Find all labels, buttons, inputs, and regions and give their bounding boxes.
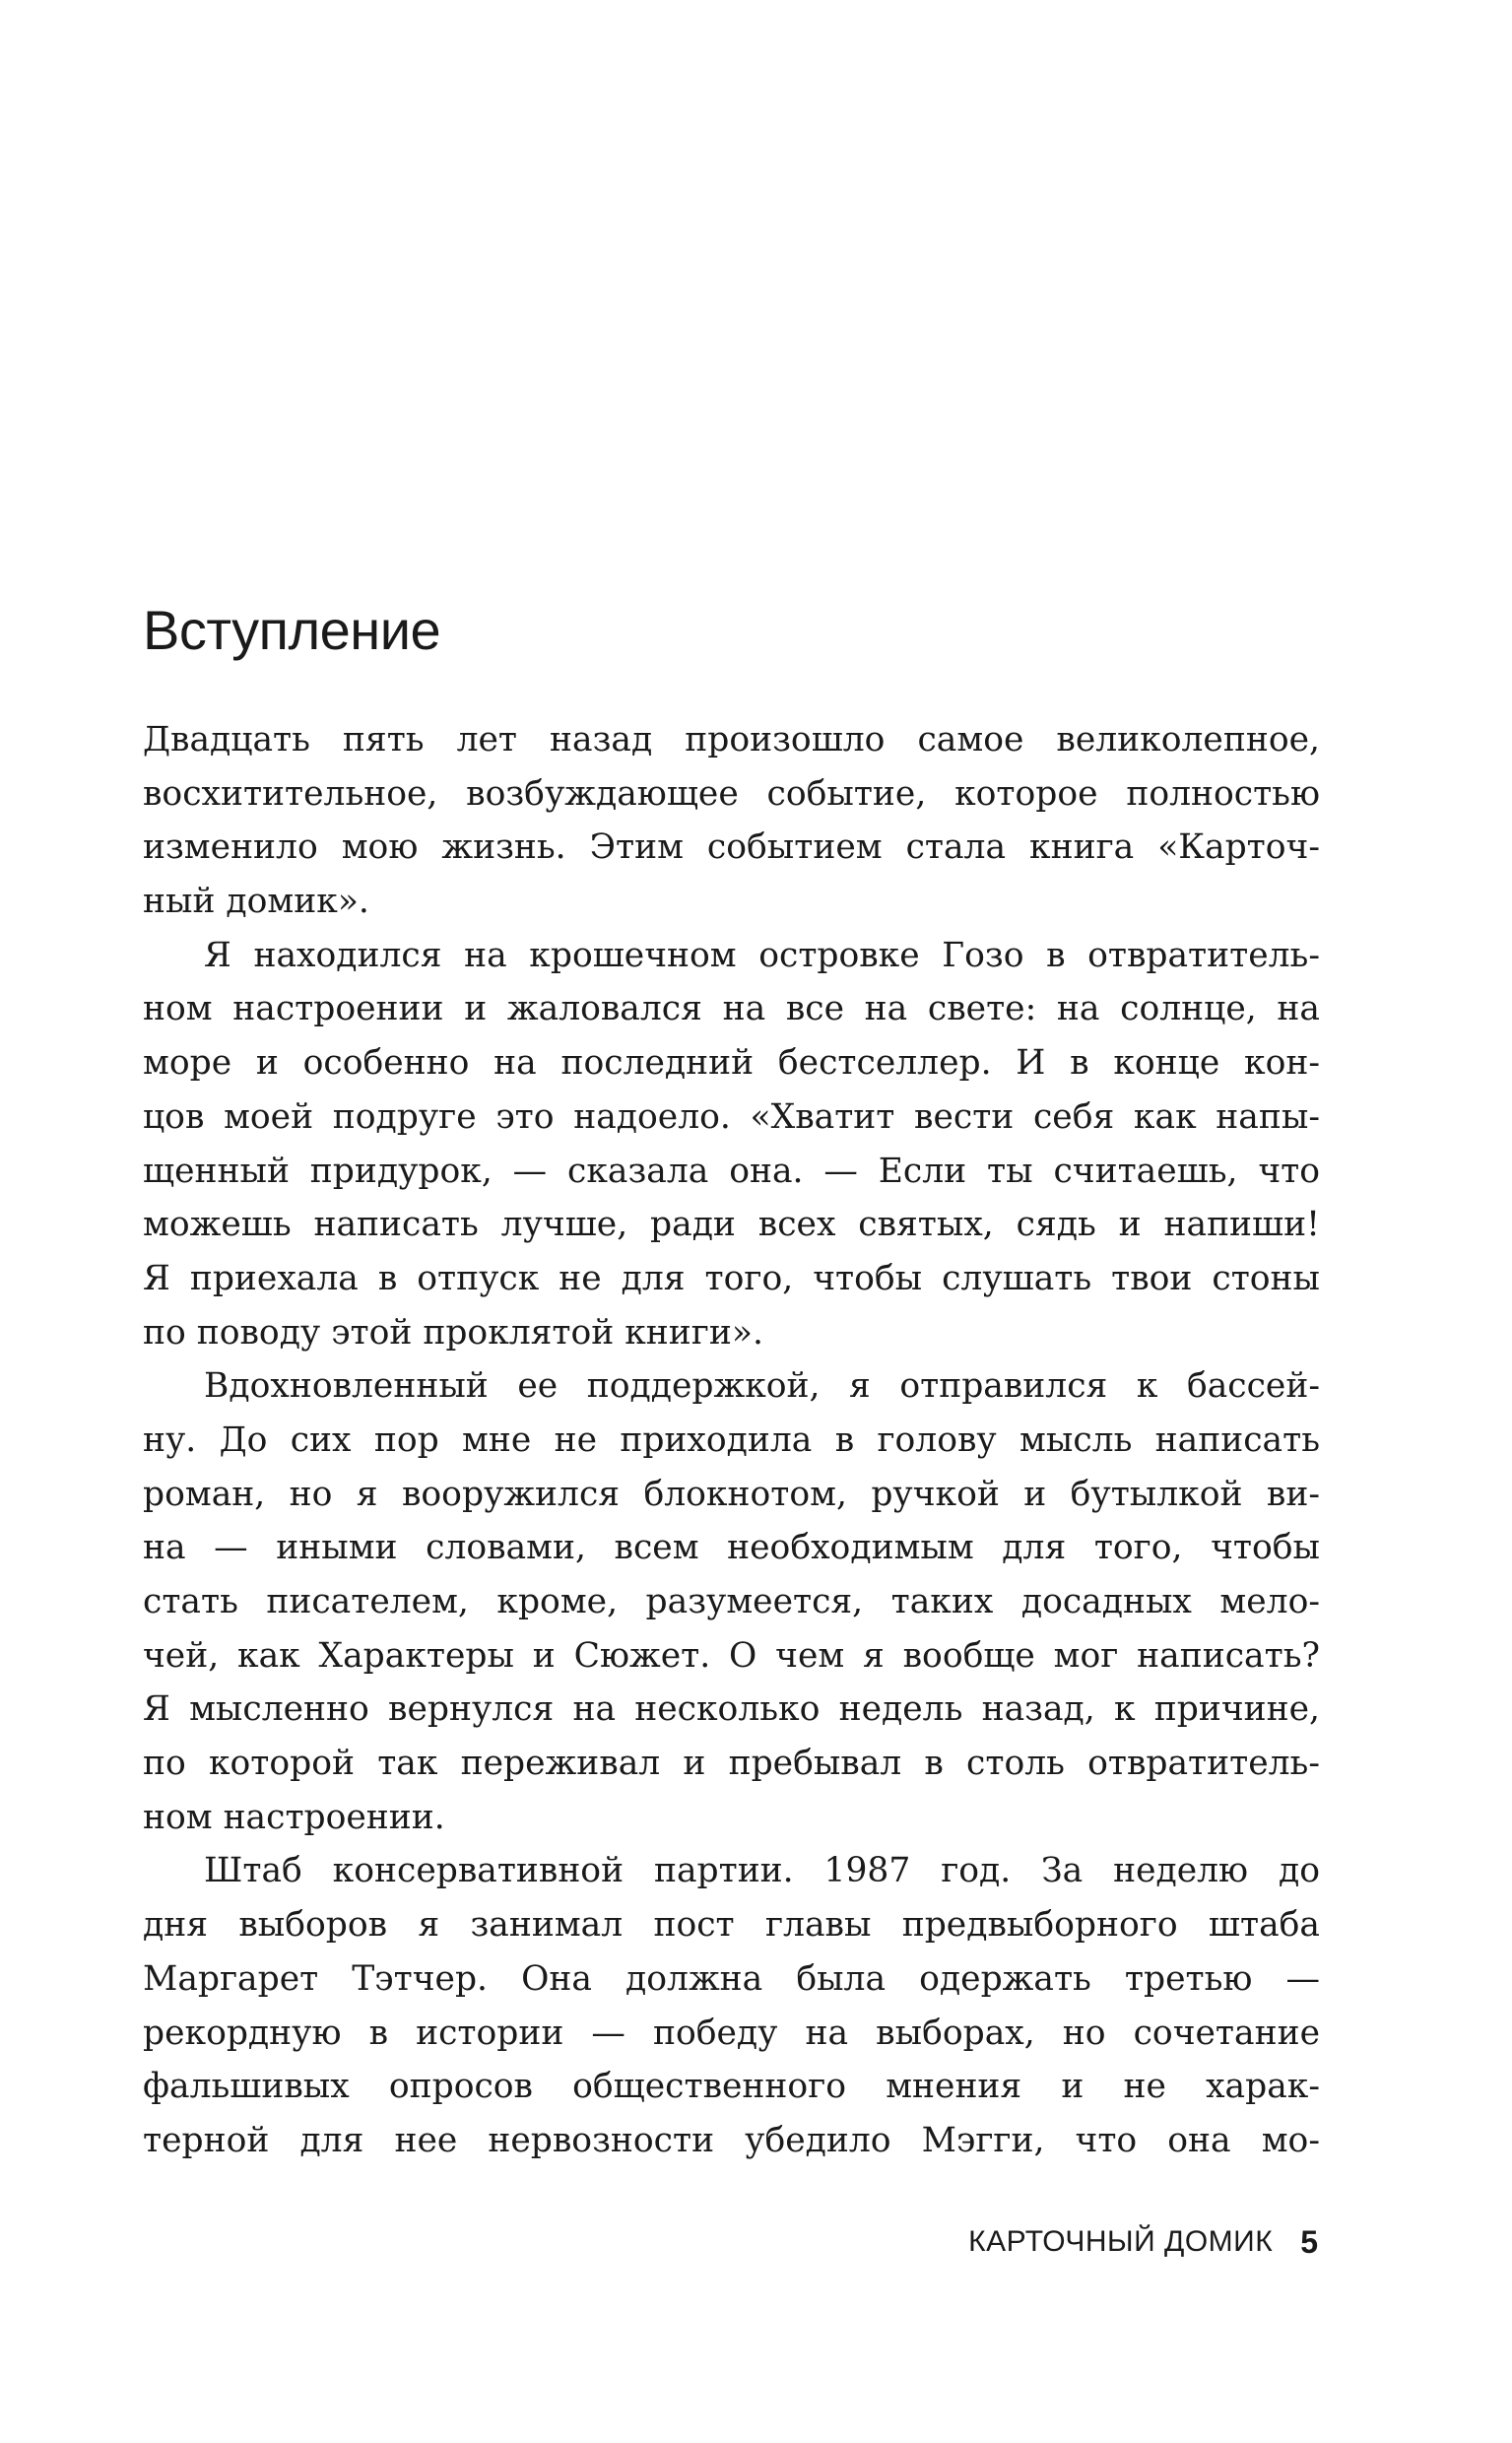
text-line: фальшивых опросов общественного мнения и не харак- bbox=[143, 2067, 1320, 2107]
text-line: Я приехала в отпуск не для того, чтобы слушать твои стоны bbox=[143, 1258, 1320, 1298]
paragraph-1 bbox=[143, 713, 1320, 929]
text-line: Маргарет Тэтчер. Она должна была одержать третью — bbox=[143, 1958, 1320, 1999]
text-line: терной для нее нервозности убедило Мэгги, что она мо- bbox=[143, 2120, 1320, 2160]
text-line: по поводу этой проклятой книги». bbox=[143, 1312, 763, 1353]
text-line: Штаб консервативной партии. 1987 год. За неделю до bbox=[204, 1851, 1320, 1891]
text-line: ну. До сих пор мне не приходила в голову мысль написать bbox=[143, 1420, 1320, 1460]
text-line: чей, как Характеры и Сюжет. О чем я вообще мог написать? bbox=[143, 1635, 1320, 1676]
text-line: Я находился на крошечном островке Гозо в отвратитель- bbox=[204, 935, 1320, 975]
text-line: изменило мою жизнь. Этим событием стала книга «Карточ- bbox=[143, 827, 1320, 868]
text-line: стать писателем, кроме, разумеется, таких досадных мело- bbox=[143, 1582, 1320, 1621]
paragraph-2 bbox=[143, 929, 1320, 1360]
page-number: 5 bbox=[1300, 2223, 1318, 2260]
text-line: море и особенно на последний бестселлер. И в конце кон- bbox=[143, 1043, 1320, 1084]
text-line: роман, но я вооружился блокнотом, ручкой и бутылкой ви- bbox=[143, 1474, 1320, 1514]
running-footer bbox=[968, 2219, 1318, 2265]
text-line: по которой так переживал и пребывал в столь отвратитель- bbox=[143, 1744, 1320, 1784]
running-title: КАРТОЧНЫЙ ДОМИК bbox=[968, 2225, 1274, 2258]
text-line: щенный придурок, — сказала она. — Если ты считаешь, что bbox=[143, 1151, 1320, 1191]
text-line: ном настроении. bbox=[143, 1797, 445, 1837]
text-line: ном настроении и жаловался на все на свете: на солнце, на bbox=[143, 989, 1320, 1029]
text-line: рекордную в истории — победу на выборах, но сочетание bbox=[143, 2013, 1320, 2053]
text-line: на — иными словами, всем необходимым для того, чтобы bbox=[143, 1528, 1320, 1568]
text-line: Двадцать пять лет назад произошло самое великолепное, bbox=[143, 720, 1320, 759]
text-line: можешь написать лучше, ради всех святых, сядь и напиши! bbox=[143, 1205, 1320, 1245]
text-line: ный домик». bbox=[143, 882, 369, 922]
text-line: цов моей подруге это надоело. «Хватит вести себя как напы- bbox=[143, 1096, 1320, 1137]
body-text bbox=[143, 713, 1320, 2168]
text-line: дня выборов я занимал пост главы предвыборного штаба bbox=[143, 1905, 1320, 1946]
text-line: Я мысленно вернулся на несколько недель назад, к причине, bbox=[143, 1689, 1320, 1730]
text-line: Вдохновленный ее поддержкой, я отправился к бассей- bbox=[204, 1366, 1320, 1407]
text-line: восхитительное, возбуждающее событие, которое полностью bbox=[143, 773, 1320, 814]
chapter-title: Вступление bbox=[143, 599, 441, 661]
paragraph-4 bbox=[143, 1844, 1320, 2167]
paragraph-3 bbox=[143, 1359, 1320, 1844]
